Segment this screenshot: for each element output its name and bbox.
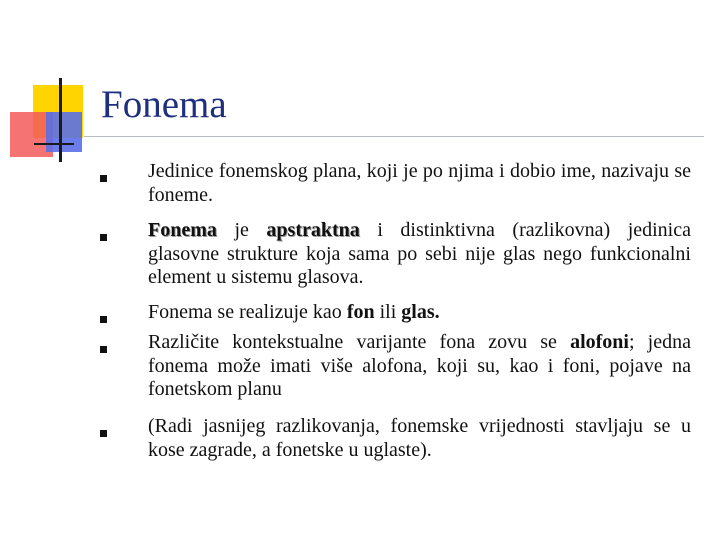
bullet-3: [100, 316, 107, 323]
bullet-text-2: [148, 219, 691, 301]
text-segment: Različite kontekstualne varijante fona zovu se: [148, 331, 571, 353]
bullet-text-3: [148, 301, 691, 331]
text-segment: ; jedna fonema može imati više alofona, koji su, kao i foni, pojave na fonetskom planu: [148, 331, 691, 400]
term-fonema: Fonema: [148, 219, 217, 241]
text-segment: i distinktivna (razlikovna) jedinica glasovne strukture koja sama po sebi nije glas nego funkcionalni element u sistemu glasova.: [148, 219, 691, 288]
blue-square: [46, 112, 82, 152]
slide-title: Fonema: [101, 83, 227, 126]
title-divider: [84, 136, 704, 137]
text-segment: Fonema se realizuje kao: [148, 301, 347, 323]
bullet-2: [100, 234, 107, 241]
term-alofoni: alofoni: [570, 331, 629, 353]
bullet-4: [100, 346, 107, 353]
bullet-text-5: (Radi jasnijeg razlikovanja, fonemske vrijednosti stavljaju se u kose zagrade, a fonetske u uglaste).: [148, 415, 691, 461]
bullet-text-1: Jedinice fonemskog plana, koji je po njima i dobio ime, nazivaju se foneme.: [148, 160, 691, 206]
term-fon: fon: [346, 301, 375, 323]
vertical-line: [59, 78, 62, 162]
horizontal-line: [34, 143, 74, 145]
bullet-1: [100, 175, 107, 182]
text-segment: je: [216, 219, 267, 241]
term-apstraktna: apstraktna: [266, 219, 360, 241]
title-decoration: [0, 0, 110, 170]
term-glas: glas.: [401, 301, 440, 323]
bullet-text-4: [148, 331, 691, 415]
bullet-list: [148, 160, 691, 462]
bullet-5: [100, 430, 107, 437]
text-segment: ili: [374, 301, 402, 323]
